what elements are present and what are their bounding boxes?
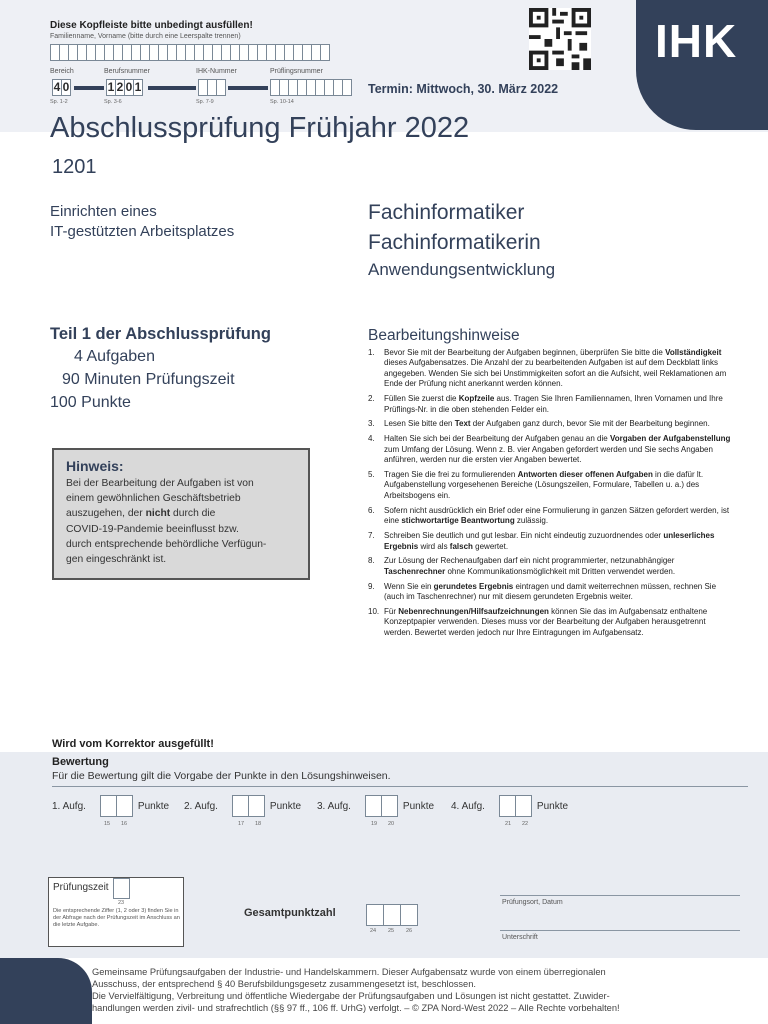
column-hint: 17 [238,821,245,827]
footer-navy-corner [0,958,92,1024]
unterschrift-line [500,930,740,931]
footer-line: Ausschuss, der entsprechend § 40 Berufsbildungsgesetz zusammengesetzt ist, beschlossen. [92,979,476,989]
column-hint: 26 [406,928,413,934]
footer [0,958,768,1024]
digit-cell: 4 [53,80,61,94]
subject-line: IT-gestützten Arbeitsplatzes [50,223,235,240]
aufgabe-label: 3. Aufg. [317,800,351,812]
item-text: Sofern nicht ausdrücklich ein Brief oder eine Formulierung in ganzen Sätzen gefordert werden, ist eine stichwortartige Beantwortung zulässig. [384,505,730,526]
bearbeitung-item [368,419,732,429]
separator-bar [148,86,196,90]
qr-code-icon [528,8,592,70]
column-hint: 18 [255,821,262,827]
hinweis-box [52,448,310,580]
bereich-field[interactable] [52,79,70,96]
column-hint: Sp. 10-14 [270,99,294,105]
score-aufgabe-4[interactable] [451,795,568,817]
score-cell[interactable] [365,795,382,817]
bearbeitung-item [368,531,732,552]
separator-bar [228,86,268,90]
bearbeitung-item [368,556,732,577]
footer-line: handlungen werden zivil- und strafrechtlich (§§ 97 ff., 106 ff. UrhG) verfolgt. – © ZPA Nord-West 2022 – Alle Rechte vorbehalten! [92,1003,620,1013]
ihk-nummer-field[interactable] [198,79,225,96]
hinweis-text: COVID-19-Pandemie beeinflusst bzw. [66,523,239,535]
pruefling-field[interactable] [270,79,351,96]
bearbeitung-item [368,434,732,465]
korrektor-heading: Wird vom Korrektor ausgefüllt! [52,738,214,750]
bewertung-vorgabe: Für die Bewertung gilt die Vorgabe der Punkte in den Lösungshinweisen. [52,770,391,782]
gesamt-label: Gesamtpunktzahl [244,907,336,919]
item-text: Lesen Sie bitte den Text der Aufgaben ganz durch, bevor Sie mit der Bearbeitung beginnen. [384,419,710,429]
score-cell[interactable] [499,795,516,817]
bereich-label: Bereich [50,68,74,75]
item-text: Für Nebenrechnungen/Hilfsaufzeichnungen können Sie das im Aufgabensatz enthaltene Konzeptpapier verwenden. Dieses muss vor der Bearbeitung der Aufgaben herausgetrennt werden. Bewertet werden jedoch nur Ihre Eintragungen im Aufgabensatz. [384,607,708,637]
item-number: 5. [368,470,375,480]
hinweis-text: auszugehen, der nicht durch die [66,508,216,520]
berufsnummer-label: Berufsnummer [104,68,150,75]
hinweis-text: gen eingeschränkt ist. [66,554,167,566]
berufsnummer-field[interactable] [106,79,142,96]
teil-punkte: 100 Punkte [50,394,131,411]
score-aufgabe-1[interactable] [52,795,169,817]
item-number: 7. [368,531,375,541]
teil-aufgaben: 4 Aufgaben [74,348,155,365]
column-hint: Sp. 7-9 [196,99,214,105]
hinweis-text: Bei der Bearbeitung der Aufgaben ist von [66,478,254,489]
pruefungszeit-note: Die entsprechende Ziffer (1, 2 oder 3) finden Sie in der Abfrage nach der Prüfungszeit im Anschluss an die letzte Aufgabe. [53,908,180,929]
header-instruction: Diese Kopfleiste bitte unbedingt ausfüllen! [50,20,253,31]
score-aufgabe-3[interactable] [317,795,434,817]
ort-line [500,895,740,896]
exam-code: 1201 [52,156,97,178]
bearbeitung-item [368,470,732,501]
pruefling-label: Prüflingsnummer [270,68,323,75]
bewertung-label: Bewertung [52,756,109,768]
item-number: 9. [368,581,375,591]
item-number: 10. [368,607,380,617]
score-cell[interactable] [116,795,133,817]
column-hint: 15 [104,821,111,827]
item-text: Wenn Sie ein gerundetes Ergebnis eintragen und damit weiterrechnen müssen, rechnen Sie (auch im Taschenrechner) nur mit diesem gerundeten Ergebnis weiter. [384,581,717,602]
item-number: 1. [368,348,375,357]
termin: Termin: Mittwoch, 30. März 2022 [368,82,559,96]
job-title: Fachinformatiker [368,201,525,224]
hinweis-title: Hinweis: [66,458,124,474]
job-specialty: Anwendungsentwicklung [368,260,556,279]
column-hint: 25 [388,928,395,934]
separator-bar [74,86,104,90]
score-cell[interactable] [515,795,532,817]
score-cell[interactable] [100,795,117,817]
job-title: Fachinformatikerin [368,231,541,254]
bearbeitung-heading: Bearbeitungshinweise [368,327,520,344]
column-hint: 21 [505,821,512,827]
item-number: 3. [368,419,375,429]
footer-line: Die Vervielfältigung, Verbreitung und öffentliche Wiedergabe der Prüfungsaufgaben und Lösungen ist nicht gestattet. Zuwider- [92,991,610,1001]
ihk-nummer-label: IHK-Nummer [196,68,237,75]
gesamt-field[interactable] [366,904,418,926]
punkte-label: Punkte [269,800,302,812]
digit-cell: 1 [107,80,115,94]
bearbeitung-item [368,348,732,390]
column-hint: 16 [121,821,128,827]
score-cell[interactable] [381,795,398,817]
subject-line: Einrichten eines [50,203,157,220]
score-cell[interactable] [232,795,249,817]
footer-text [92,966,764,1014]
item-number: 8. [368,556,375,566]
item-text: Füllen Sie zuerst die Kopfzeile aus. Tragen Sie Ihren Familiennamen, Ihren Vornamen und Ihre Prüflings-Nr. in die oben stehenden Felder ein. [384,394,723,414]
pruefungszeit-label: Prüfungszeit [53,882,109,893]
item-text: Tragen Sie die frei zu formulierenden Antworten dieser offenen Aufgaben in die dafür lt. Aufgabenstellung vorgesehenen Bereiche (Lösungszeilen, Formulare, Tabellen u. a.) des Arbeitsbogens ein. [384,470,704,500]
column-hint: 20 [388,821,395,827]
score-cell[interactable] [366,904,384,926]
bearbeitung-item [368,607,732,638]
digit-cell: 2 [116,80,124,94]
score-cell[interactable] [248,795,265,817]
column-hint: Sp. 1-2 [50,99,68,105]
column-hint: 22 [522,821,529,827]
name-label: Familienname, Vorname (bitte durch eine Leerspalte trennen) [50,33,241,40]
digit-cell: 1 [134,80,142,94]
punkte-label: Punkte [137,800,170,812]
item-text: Zur Lösung der Rechenaufgaben darf ein nicht programmierter, netzunabhängiger Taschenrechner ohne Kommunikationsmöglichkeit mit Dritten verwendet werden. [384,556,676,576]
item-number: 2. [368,394,375,404]
teil-heading: Teil 1 der Abschlussprüfung [50,325,271,343]
aufgabe-label: 2. Aufg. [184,800,218,812]
bearbeitung-item [368,582,732,603]
punkte-label: Punkte [402,800,435,812]
column-hint: 24 [370,928,377,934]
item-text: Schreiben Sie deutlich und gut lesbar. Ein nicht eindeutig zuzuordnendes oder unleserliches Ergebnis wird als falsch gewertet. [384,531,715,551]
score-aufgabe-2[interactable] [184,795,301,817]
aufgabe-label: 4. Aufg. [451,800,485,812]
column-hint: 23 [118,900,125,906]
bearbeitung-list [368,348,732,643]
divider [52,786,748,787]
pruefungszeit-cell[interactable] [113,878,130,899]
footer-line: Gemeinsame Prüfungsaufgaben der Industrie- und Handelskammern. Dieser Aufgabensatz wurde von einem überregionalen [92,967,606,977]
score-cell[interactable] [383,904,401,926]
punkte-label: Punkte [536,800,569,812]
item-text: Halten Sie sich bei der Bearbeitung der Aufgaben genau an die Vorgaben der Aufgabenstellung zum Umfang der Lösung. Wenn z. B. vier Angaben gefordert werden und Sie sechs Angaben anführen, werden nur die ersten vier Angaben bewertet. [384,434,731,465]
page-title: Abschlussprüfung Frühjahr 2022 [50,112,470,144]
hinweis-text: durch entsprechende behördliche Verfügun- [66,538,267,550]
item-number: 6. [368,505,375,515]
score-cell[interactable] [400,904,418,926]
item-text: Bevor Sie mit der Bearbeitung der Aufgaben beginnen, überprüfen Sie bitte die Vollständigkeit dieses Aufgabensatzes. Die Anzahl der zu bearbeitenden Aufgaben ist auf dem Deckblatt links angegeben. Wenden Sie sich bei Unstimmigkeiten sofort an die Aufsicht, weil Reklamationen am Ende der Prüfung nicht anerkannt werden können. [384,348,727,389]
bearbeitung-item [368,506,732,527]
digit-cell: 0 [125,80,133,94]
ort-label: Prüfungsort, Datum [502,899,563,906]
column-hint: Sp. 3-6 [104,99,122,105]
teil-zeit: 90 Minuten Prüfungszeit [62,371,235,388]
bearbeitung-item [368,394,732,415]
aufgabe-label: 1. Aufg. [52,800,86,812]
column-hint: 19 [371,821,378,827]
name-field[interactable] [50,44,329,61]
unterschrift-label: Unterschrift [502,934,538,941]
hinweis-text: einem gewöhnlichen Geschäftsbetrieb [66,493,241,505]
item-number: 4. [368,434,375,444]
digit-cell: 0 [62,80,70,94]
ihk-logo: IHK [655,15,738,67]
